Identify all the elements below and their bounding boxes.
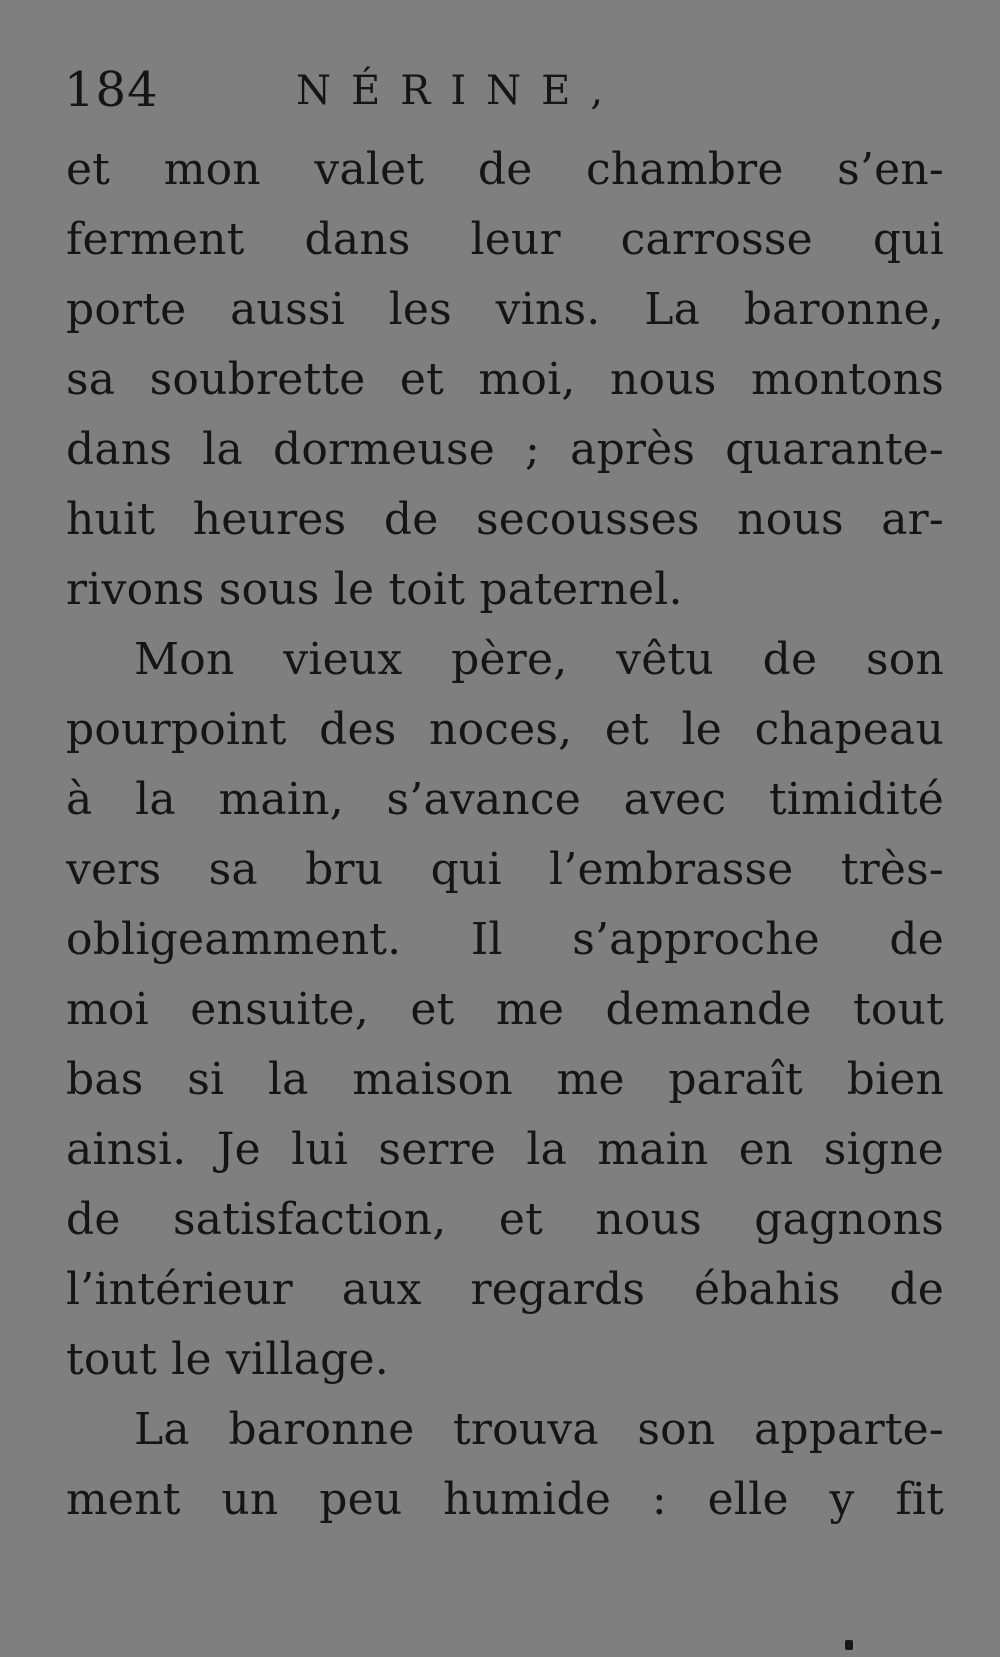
text-line: huit heures de secousses nous ar- <box>66 494 944 545</box>
text-line: rivons sous le toit paternel. <box>66 564 683 615</box>
text-line: La baronne trouva son apparte- <box>134 1404 944 1455</box>
text-line: Mon vieux père, vêtu de son <box>134 634 944 685</box>
text-line: dans la dormeuse ; après quarante- <box>66 424 944 475</box>
text-line: sa soubrette et moi, nous montons <box>66 354 944 405</box>
text-line: vers sa bru qui l’embrasse très- <box>66 844 944 895</box>
text-line: ferment dans leur carrosse qui <box>66 214 944 265</box>
text-line: obligeamment. Il s’approche de <box>66 914 944 965</box>
page-number: 184 <box>64 62 159 118</box>
text-line: et mon valet de chambre s’en- <box>66 144 944 195</box>
text-line: de satisfaction, et nous gagnons <box>66 1194 944 1245</box>
text-line: bas si la maison me paraît bien <box>66 1054 944 1105</box>
text-line: tout le village. <box>66 1334 389 1385</box>
text-line: porte aussi les vins. La baronne, <box>66 284 944 335</box>
text-line: pourpoint des noces, et le chapeau <box>66 704 944 755</box>
text-line: à la main, s’avance avec timidité <box>66 774 944 825</box>
text-line: ainsi. Je lui serre la main en signe <box>66 1124 944 1175</box>
text-line: l’intérieur aux regards ébahis de <box>66 1264 944 1315</box>
page-header <box>64 62 944 132</box>
text-line: moi ensuite, et me demande tout <box>66 984 944 1035</box>
running-title: NÉRINE, <box>296 68 624 114</box>
text-line: ment un peu humide : elle y fit <box>66 1474 944 1525</box>
print-mark <box>845 1640 853 1650</box>
